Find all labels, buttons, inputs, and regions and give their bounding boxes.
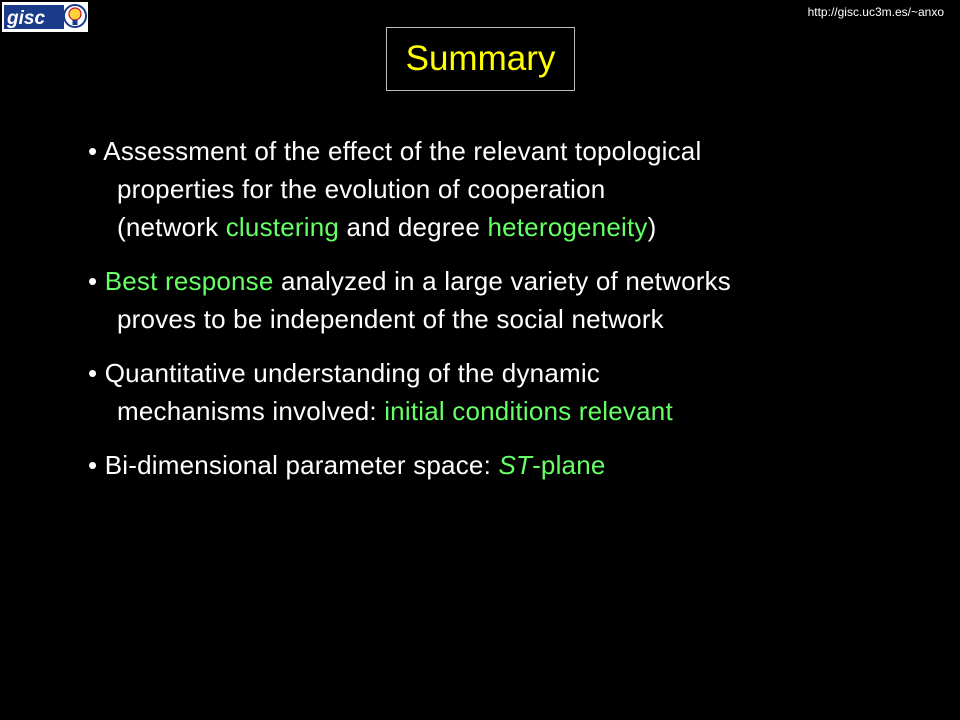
bullet-text: and degree [339, 212, 488, 242]
bullet-best-response [88, 262, 948, 338]
bullet-topology [88, 132, 948, 246]
bullet-list [88, 132, 948, 500]
bullet-text: properties for the evolution of cooperation [117, 174, 606, 204]
bullet-text: • Bi-dimensional parameter space: [88, 450, 499, 480]
website-url: http://gisc.uc3m.es/~anxo [807, 5, 944, 19]
bullet-text: proves to be independent of the social network [117, 304, 664, 334]
slide-title: Summary [405, 39, 556, 78]
bullet-line [88, 170, 948, 208]
highlight-heterogeneity: heterogeneity [487, 212, 648, 242]
bullet-text: (network [117, 212, 226, 242]
highlight-initial-conditions: initial conditions relevant [384, 396, 673, 426]
bullet-line [88, 132, 948, 170]
bullet-line [88, 208, 948, 246]
bullet-text: analyzed in a large variety of networks [273, 266, 731, 296]
bullet-quantitative [88, 354, 948, 430]
bullet-line [88, 354, 948, 392]
bullet-text: mechanisms involved: [117, 396, 385, 426]
lightbulb-icon [64, 5, 86, 27]
bullet-line [88, 446, 948, 484]
highlight-best-response: Best response [104, 266, 274, 296]
bullet-text: • [88, 266, 105, 296]
title-box [386, 27, 575, 91]
highlight-st: ST [498, 450, 533, 480]
bullet-line [88, 300, 948, 338]
svg-text:gisc: gisc [7, 8, 46, 29]
highlight-clustering: clustering [225, 212, 340, 242]
bullet-line [88, 262, 948, 300]
bullet-text: • Assessment of the effect of the relevant topological [88, 136, 702, 166]
bullet-line [88, 392, 948, 430]
gisc-logo [2, 2, 88, 32]
bullet-text: ) [647, 212, 657, 242]
bullet-text: • Quantitative understanding of the dynamic [88, 358, 601, 388]
highlight-plane: -plane [532, 450, 606, 480]
bullet-parameter-space [88, 446, 948, 484]
